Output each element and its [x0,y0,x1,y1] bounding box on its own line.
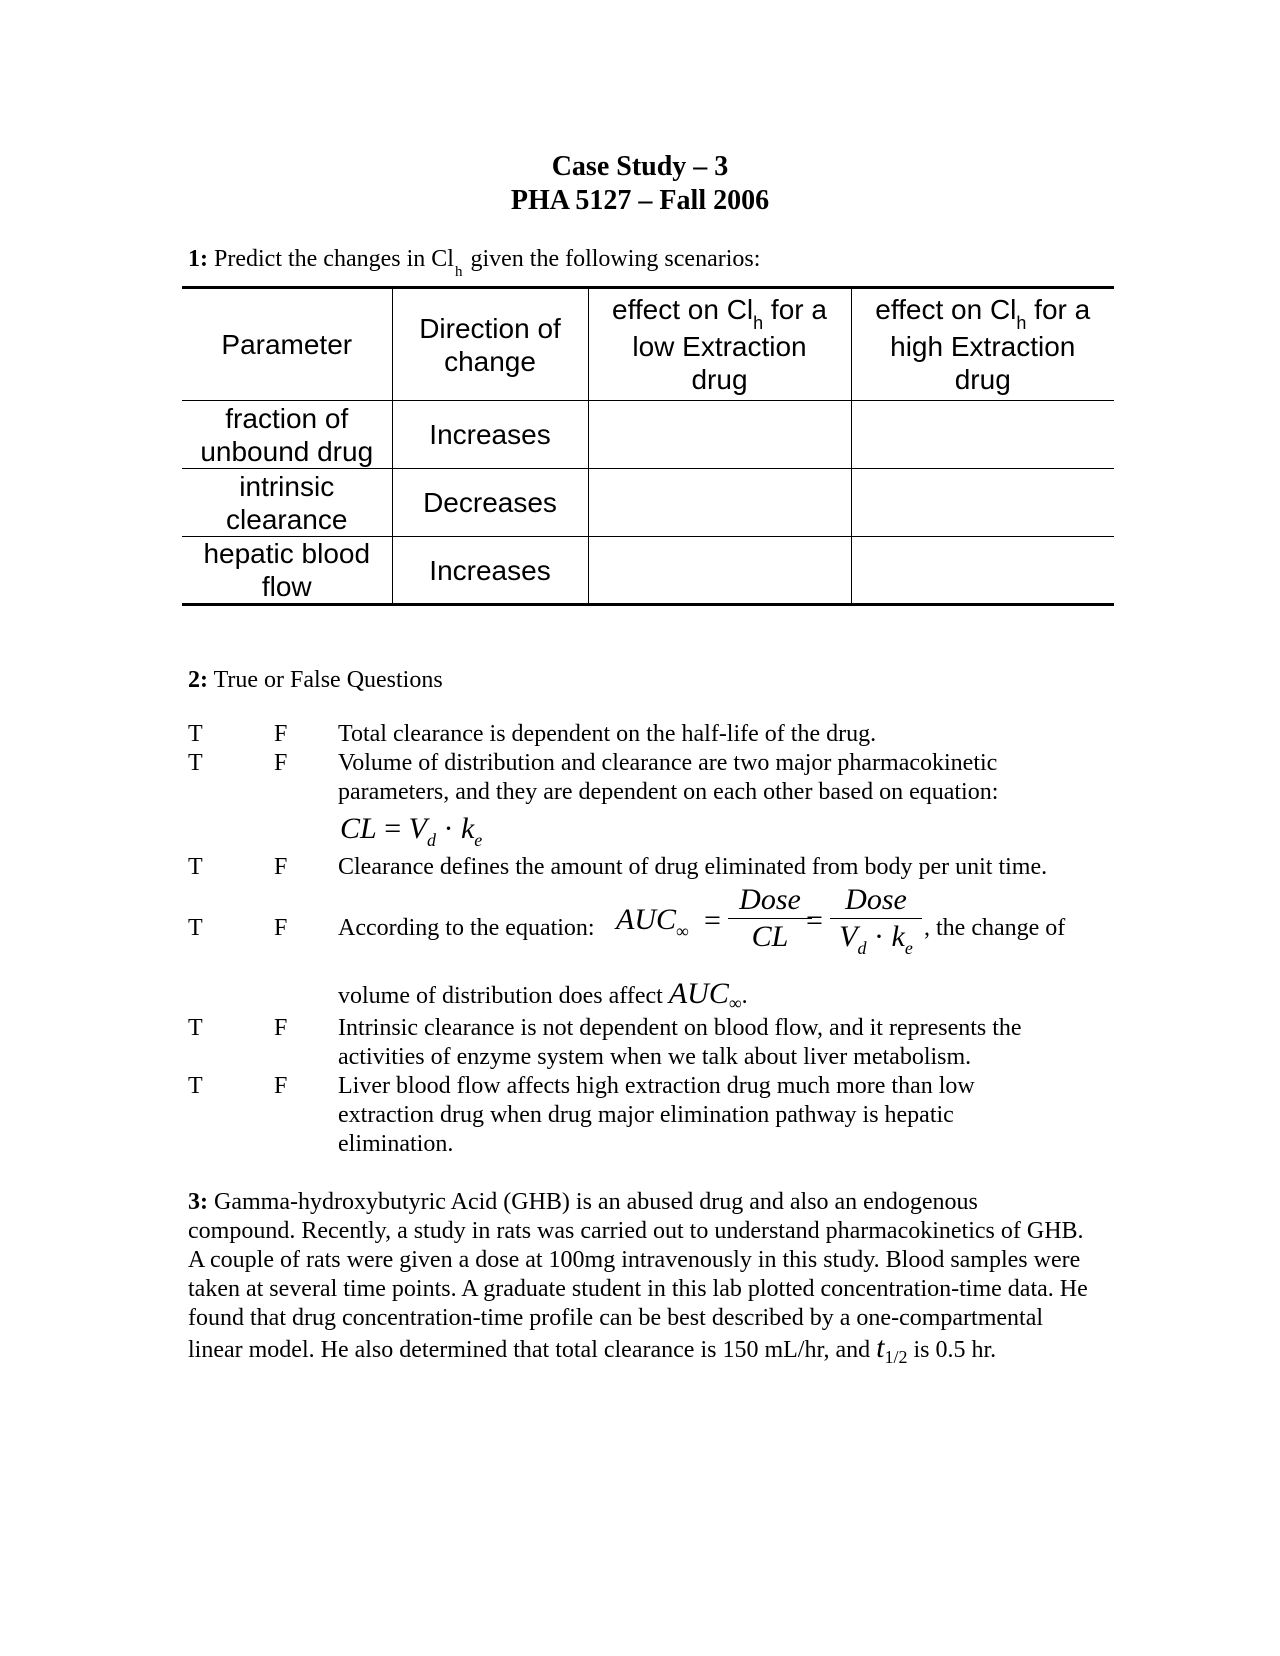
statement-4-continuation: , the change of [924,915,1066,941]
low-effect-cell[interactable] [588,401,851,469]
question-2-title: True or False Questions [213,667,443,693]
question-1-subscript: h [454,264,463,280]
table-row [182,469,1114,537]
question-1-text-b: given the following scenarios: [470,246,761,272]
equation-cl: CL = $V_d \cdot k_e$ [340,812,483,850]
direction-cell: Increases [392,537,588,605]
header-parameter: Parameter [182,288,392,401]
clearance-table [182,286,1114,606]
false-option[interactable]: F [274,1015,288,1041]
question-3-number: 3: [188,1189,208,1215]
false-option[interactable]: F [274,854,288,880]
question-1-prompt [188,244,761,280]
high-effect-cell[interactable] [851,401,1114,469]
table-row [182,401,1114,469]
statement-4-intro: According to the equation: [338,915,595,941]
statement-4-tail: volume of distribution does affect $AUC_\infty$. [338,977,748,1013]
true-option[interactable]: T [188,750,203,776]
param-cell: hepatic blood flow [182,537,392,605]
statement-1: Total clearance is dependent on the half-life of the drug. [338,721,877,747]
low-effect-cell[interactable] [588,469,851,537]
header-direction: Direction of change [392,288,588,401]
equals-sign-1: = [704,904,721,937]
dose-over-cl-fraction: Dose CL [728,882,812,955]
param-cell: intrinsic clearance [182,469,392,537]
high-effect-cell[interactable] [851,469,1114,537]
statement-6: Liver blood flow affects high extraction drug much more than low extraction drug when drug major elimination pathway is hepatic elimination. [338,1073,975,1157]
question-2-number: 2: [188,667,208,693]
statement-2: Volume of distribution and clearance are two major pharmacokinetic parameters, and they are dependent on each other based on equation: [338,750,999,805]
case-study-title: Case Study – 3 [551,151,729,182]
true-option[interactable]: T [188,854,203,880]
true-option[interactable]: T [188,1015,203,1041]
question-2-heading [188,665,443,695]
false-option[interactable]: F [274,750,288,776]
header-high-extraction: effect on $Cl_h$ for a high Extraction drug [851,288,1114,401]
dose-over-vk-fraction: Dose $V_d \cdot k_e$ [830,882,922,958]
param-cell: fraction of unbound drug [182,401,392,469]
false-option[interactable]: F [274,915,288,941]
statement-3: Clearance defines the amount of drug eliminated from body per unit time. [338,854,1048,880]
equals-sign-2: = [806,904,823,937]
question-1-number: 1: [188,246,208,272]
question-3-paragraph [188,1188,1088,1366]
auc-symbol: $AUC_\infty$ [616,903,689,941]
question-1-text-a: Predict the changes in Cl [214,246,454,272]
course-title: PHA 5127 – Fall 2006 [510,185,770,216]
false-option[interactable]: F [274,1073,288,1099]
low-effect-cell[interactable] [588,537,851,605]
statement-5: Intrinsic clearance is not dependent on blood flow, and it represents the activities of enzyme system when we talk about liver metabolism. [338,1015,1022,1070]
true-option[interactable]: T [188,915,203,941]
header-low-extraction: effect on $Cl_h$ for a low Extraction drug [588,288,851,401]
true-option[interactable]: T [188,721,203,747]
table-header-row [182,288,1114,401]
high-effect-cell[interactable] [851,537,1114,605]
question-3-text: Gamma-hydroxybutyric Acid (GHB) is an abused drug and also an endogenous compound. Recently, a study in rats was carried out to understand pharmacokinetics of GHB. A couple of rats were given a dose at 100mg intravenously in this study. Blood samples were taken at several time points. A graduate student in this lab plotted concentration-time data. He found that drug concentration-time profile can be best described by a one-compartmental linear model. He also determined that total clearance is 150 mL/hr, and [188,1189,1088,1363]
question-3-end: is 0.5 hr. [913,1337,997,1363]
false-option[interactable]: F [274,721,288,747]
half-life-subscript: 1/2 [884,1347,908,1367]
table-row [182,537,1114,605]
direction-cell: Decreases [392,469,588,537]
direction-cell: Increases [392,401,588,469]
half-life-symbol: t [876,1331,885,1364]
true-option[interactable]: T [188,1073,203,1099]
